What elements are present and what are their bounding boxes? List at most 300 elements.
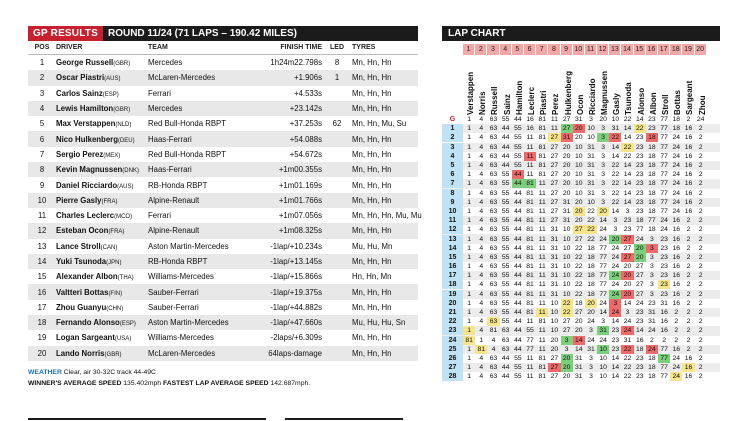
lap-cell: 23 bbox=[635, 373, 644, 381]
driver-nationality: (FIN) bbox=[108, 290, 123, 297]
lap-cell: 24 bbox=[609, 271, 621, 280]
lap-cell: 3 bbox=[613, 217, 618, 225]
lap-cell: 2 bbox=[686, 217, 691, 225]
avg-speed-label: WINNER'S AVERAGE SPEED bbox=[28, 379, 122, 387]
lap-cell: 77 bbox=[599, 263, 607, 271]
lap-cell: 63 bbox=[501, 345, 510, 353]
lap-cell: 2 bbox=[698, 198, 703, 206]
lap-cell: 10 bbox=[587, 198, 595, 206]
grid-cell: 55 bbox=[501, 116, 510, 124]
lap-cell: 31 bbox=[587, 162, 595, 170]
result-row bbox=[28, 131, 418, 146]
lap-cell: 27 bbox=[562, 327, 571, 335]
result-time: +1.906s bbox=[294, 73, 322, 83]
lap-cell: 2 bbox=[698, 299, 703, 307]
lap-cell: 3 bbox=[597, 133, 609, 142]
result-pos: 9 bbox=[39, 180, 45, 190]
lap-cell: 2 bbox=[650, 336, 654, 344]
result-time: -1lap/+13.145s bbox=[270, 257, 322, 266]
result-team: Haas-Ferrari bbox=[148, 134, 192, 144]
lap-cell: 2 bbox=[698, 125, 703, 133]
lap-cell: 23 bbox=[660, 263, 668, 271]
grid-cell: 1 bbox=[467, 116, 471, 124]
lap-cell: 44 bbox=[512, 170, 524, 179]
lap-cell: 81 bbox=[526, 189, 534, 197]
lap-cell: 11 bbox=[538, 327, 546, 335]
lap-cell: 22 bbox=[609, 133, 621, 142]
lap-cell: 1 bbox=[467, 198, 471, 206]
lap-cell: 63 bbox=[489, 125, 498, 133]
lap-cell: 18 bbox=[575, 299, 583, 307]
lap-cell: 2 bbox=[686, 299, 691, 307]
lap-cell: 20 bbox=[562, 152, 571, 160]
result-time: +4.533s bbox=[294, 88, 322, 98]
lap-cell: 22 bbox=[587, 207, 595, 215]
lap-cell: 23 bbox=[635, 171, 644, 179]
lap-cell: 24 bbox=[646, 345, 658, 354]
lap-cell: 11 bbox=[526, 143, 534, 151]
result-tyres: Mn, Hn, Hn bbox=[352, 149, 392, 159]
lap-cell: 11 bbox=[536, 308, 548, 317]
driver-column bbox=[512, 57, 524, 115]
lap-cell: 18 bbox=[587, 253, 595, 261]
lap-cell: 11 bbox=[526, 171, 534, 179]
lap-cell: 2 bbox=[674, 318, 679, 326]
lap-cell: 22 bbox=[561, 299, 573, 308]
lap-cell: 16 bbox=[672, 226, 681, 234]
lap-cell: 18 bbox=[587, 281, 595, 289]
position-header: 12 bbox=[597, 44, 609, 55]
lap-cell: 63 bbox=[489, 134, 498, 142]
result-tyres: Mu, Hu, Mn bbox=[352, 241, 393, 251]
lap-row bbox=[442, 317, 720, 326]
lap-cell: 22 bbox=[611, 180, 620, 188]
lap-cell: 16 bbox=[672, 345, 681, 353]
lap-cell: 55 bbox=[501, 235, 510, 243]
result-pos: 10 bbox=[37, 195, 47, 205]
driver-name: Lance Stroll bbox=[56, 241, 101, 251]
driver-name: Fernando Alonso bbox=[56, 318, 120, 328]
lap-cell: 31 bbox=[550, 226, 559, 234]
result-team: Ferrari bbox=[148, 211, 171, 221]
result-time: 64laps-damage bbox=[268, 348, 322, 358]
lap-cell: 24 bbox=[611, 263, 620, 271]
lap-cell: 22 bbox=[621, 143, 633, 152]
driver-nationality: (DEU) bbox=[117, 137, 135, 144]
lap-cell: 11 bbox=[538, 198, 546, 206]
lap-cell: 20 bbox=[573, 207, 585, 216]
lap-cell: 24 bbox=[599, 226, 607, 234]
result-tyres: Mn, Hn, Hn bbox=[352, 226, 392, 236]
grid-cell: 14 bbox=[635, 116, 644, 124]
lap-cell: 16 bbox=[684, 134, 693, 142]
lap-cell: 1 bbox=[467, 263, 471, 271]
lap-cell: 2 bbox=[698, 318, 703, 326]
lap-cell: 81 bbox=[526, 263, 534, 271]
lap-cell: 44 bbox=[514, 253, 522, 261]
lap-cell: 81 bbox=[538, 318, 546, 326]
lap-cell: 23 bbox=[658, 280, 670, 289]
lap-cell: 31 bbox=[550, 235, 559, 243]
result-tyres: Mn, Hn, Hn bbox=[352, 348, 392, 358]
lap-cell: 31 bbox=[550, 244, 559, 252]
result-time: 1h24m22.798s bbox=[270, 58, 322, 68]
lap-number: 16 bbox=[442, 262, 463, 271]
result-tyres: Mn, Hn, Hn bbox=[352, 165, 392, 175]
weather-line bbox=[28, 367, 418, 378]
lap-cell: 1 bbox=[479, 336, 484, 344]
lap-cell: 81 bbox=[526, 198, 534, 206]
driver-column bbox=[524, 57, 536, 115]
lap-cell: 10 bbox=[575, 143, 583, 151]
driver-nationality: (ESP) bbox=[102, 91, 119, 98]
lap-cell: 16 bbox=[684, 152, 693, 160]
lap-cell: 63 bbox=[489, 143, 498, 151]
lap-cell: 14 bbox=[623, 299, 632, 307]
lap-cell: 1 bbox=[467, 207, 471, 215]
lap-number: 23 bbox=[442, 326, 463, 335]
lap-row bbox=[442, 234, 720, 243]
lap-cell: 81 bbox=[538, 162, 546, 170]
lap-cell: 10 bbox=[562, 235, 571, 243]
result-led: 62 bbox=[332, 119, 342, 129]
lap-cell: 2 bbox=[686, 244, 691, 252]
lap-cell: 23 bbox=[635, 354, 644, 362]
lap-cell: 4 bbox=[479, 180, 484, 188]
result-driver bbox=[56, 58, 148, 67]
driver-nationality: (GBR) bbox=[104, 351, 122, 358]
lap-cell: 4 bbox=[479, 198, 484, 206]
lap-cell: 55 bbox=[514, 125, 522, 133]
lap-cell: 16 bbox=[635, 336, 644, 344]
lap-cell: 10 bbox=[550, 299, 559, 307]
lap-cell: 44 bbox=[514, 309, 522, 317]
lap-cell: 44 bbox=[514, 207, 522, 215]
lap-cell: 10 bbox=[575, 162, 583, 170]
lap-cell: 31 bbox=[587, 152, 595, 160]
lap-cell: 24 bbox=[599, 299, 607, 307]
lap-number: 19 bbox=[442, 290, 463, 299]
lap-cell: 27 bbox=[575, 235, 583, 243]
lap-cell: 55 bbox=[501, 290, 510, 298]
lap-cell: 16 bbox=[672, 253, 681, 261]
lap-cell: 14 bbox=[611, 152, 620, 160]
lap-cell: 63 bbox=[489, 152, 498, 160]
lap-cell: 31 bbox=[648, 309, 656, 317]
lap-cell: 31 bbox=[562, 207, 571, 215]
lap-cell: 20 bbox=[561, 363, 573, 372]
lap-cell: 16 bbox=[660, 318, 668, 326]
lap-cell: 22 bbox=[623, 364, 632, 372]
lap-cell: 31 bbox=[611, 125, 620, 133]
col-tyres: TYRES bbox=[352, 44, 376, 51]
driver-column-name: Stroll bbox=[661, 94, 670, 115]
lap-cell: 1 bbox=[467, 162, 471, 170]
lap-cell: 77 bbox=[660, 171, 668, 179]
driver-column-name: Leclerc bbox=[526, 86, 536, 115]
lap-cell: 31 bbox=[550, 272, 559, 280]
lap-cell: 27 bbox=[635, 290, 644, 298]
result-time: +1m07.056s bbox=[278, 211, 322, 221]
lap-cell: 1 bbox=[467, 143, 471, 151]
lap-cell: 11 bbox=[538, 235, 546, 243]
lap-cell: 4 bbox=[479, 152, 484, 160]
lap-cell: 2 bbox=[698, 235, 703, 243]
fastest-label: FASTEST LAP AVERAGE SPEED bbox=[162, 379, 269, 387]
position-header: 10 bbox=[573, 44, 585, 55]
position-header-row bbox=[463, 44, 720, 56]
lap-cell: 63 bbox=[489, 281, 498, 289]
lap-cell: 23 bbox=[623, 226, 632, 234]
lap-row bbox=[442, 253, 720, 262]
lap-cell: 2 bbox=[698, 189, 703, 197]
result-team: Haas-Ferrari bbox=[148, 165, 192, 175]
lap-cell: 3 bbox=[609, 299, 621, 308]
lap-cell: 16 bbox=[526, 125, 534, 133]
lap-cell: 55 bbox=[514, 373, 522, 381]
result-pos: 20 bbox=[37, 348, 47, 358]
lap-cell: 22 bbox=[623, 373, 632, 381]
lap-cell: 23 bbox=[660, 235, 668, 243]
lap-cell: 23 bbox=[635, 134, 644, 142]
lap-cell: 10 bbox=[550, 309, 559, 317]
result-team: McLaren-Mercedes bbox=[148, 73, 216, 83]
lap-cell: 4 bbox=[479, 263, 484, 271]
lap-cell: 27 bbox=[550, 180, 559, 188]
driver-column bbox=[682, 57, 694, 115]
lap-cell: 22 bbox=[575, 263, 583, 271]
driver-names-row bbox=[463, 57, 720, 115]
lap-cell: 3 bbox=[601, 198, 606, 206]
lap-cell: 55 bbox=[501, 318, 510, 326]
lap-cell: 63 bbox=[489, 217, 498, 225]
lap-cell: 81 bbox=[524, 179, 536, 188]
lap-cell: 44 bbox=[501, 125, 510, 133]
lap-row bbox=[442, 198, 720, 207]
lap-cell: 23 bbox=[635, 180, 644, 188]
lap-cell: 44 bbox=[514, 281, 522, 289]
lap-cell: 16 bbox=[684, 354, 693, 362]
result-row bbox=[28, 346, 418, 361]
lap-cell: 63 bbox=[489, 235, 498, 243]
lap-cell: 2 bbox=[686, 272, 691, 280]
lap-cell: 11 bbox=[538, 290, 546, 298]
lap-cell: 63 bbox=[489, 207, 498, 215]
lap-cell: 24 bbox=[672, 162, 681, 170]
result-team: Alpine-Renault bbox=[148, 226, 200, 236]
position-header: 9 bbox=[561, 44, 573, 55]
lap-cell: 3 bbox=[646, 244, 658, 253]
lap-cell: 3 bbox=[601, 125, 606, 133]
bottom-rule-mid bbox=[285, 418, 403, 420]
lap-cell: 2 bbox=[698, 171, 703, 179]
col-finish: FINISH TIME bbox=[280, 44, 322, 51]
lap-cell: 44 bbox=[514, 318, 522, 326]
lap-cell: 24 bbox=[623, 318, 632, 326]
lap-cell: 2 bbox=[698, 217, 703, 225]
lap-cell: 18 bbox=[648, 162, 656, 170]
driver-column bbox=[487, 57, 499, 115]
lap-cell: 63 bbox=[489, 189, 498, 197]
lap-cell: 81 bbox=[538, 364, 546, 372]
driver-column-name: Sainz bbox=[502, 94, 512, 115]
lap-cell: 2 bbox=[686, 281, 691, 289]
lap-cell: 23 bbox=[660, 290, 668, 298]
lap-cell: 1 bbox=[467, 272, 471, 280]
lap-cell: 31 bbox=[597, 326, 609, 335]
result-tyres: Mn, Hn, Hn bbox=[352, 302, 392, 312]
lap-cell: 44 bbox=[514, 189, 522, 197]
driver-name: Max Verstappen bbox=[56, 119, 116, 129]
lap-cell: 23 bbox=[611, 327, 620, 335]
lap-cell: 55 bbox=[514, 152, 522, 160]
lap-row bbox=[442, 225, 720, 234]
lap-cell: 18 bbox=[587, 290, 595, 298]
lap-cell: 3 bbox=[589, 327, 593, 335]
lap-number: 5 bbox=[442, 161, 463, 170]
lap-cell: 27 bbox=[550, 143, 559, 151]
lap-cell: 14 bbox=[611, 207, 620, 215]
lap-cell: 20 bbox=[562, 143, 571, 151]
col-led: LED bbox=[330, 44, 344, 51]
result-time: +1m01.169s bbox=[278, 180, 322, 190]
driver-column-name: Zhou bbox=[697, 95, 707, 115]
lap-cell: 2 bbox=[698, 263, 703, 271]
lap-cell: 77 bbox=[660, 345, 668, 353]
lap-row bbox=[442, 133, 720, 142]
lap-cell: 77 bbox=[526, 336, 534, 344]
lap-cell: 20 bbox=[634, 253, 646, 262]
lap-cell: 18 bbox=[648, 207, 656, 215]
lap-cell: 3 bbox=[650, 235, 654, 243]
driver-name: Yuki Tsunoda bbox=[56, 257, 107, 266]
lap-cell: 27 bbox=[575, 309, 583, 317]
lap-cell: 81 bbox=[538, 143, 546, 151]
lap-cell: 81 bbox=[526, 272, 534, 280]
position-header: 1 bbox=[463, 44, 475, 55]
lap-cell: 11 bbox=[538, 263, 546, 271]
result-tyres: Mn, Hn, Hn bbox=[352, 88, 392, 98]
lap-cell: 77 bbox=[660, 198, 668, 206]
lap-cell: 22 bbox=[587, 217, 595, 225]
lap-cell: 10 bbox=[562, 244, 571, 252]
driver-name: Esteban Ocon bbox=[56, 226, 109, 236]
result-driver bbox=[56, 150, 148, 159]
lap-cell: 20 bbox=[573, 124, 585, 133]
lap-cell: 2 bbox=[686, 327, 691, 335]
lap-cell: 81 bbox=[538, 354, 546, 362]
lap-cell: 10 bbox=[575, 189, 583, 197]
result-tyres: Mn, Hn, Hn bbox=[352, 180, 392, 190]
lap-cell: 16 bbox=[672, 290, 681, 298]
grid-row bbox=[442, 115, 720, 124]
lap-cell: 20 bbox=[587, 309, 595, 317]
driver-nationality: (AUS) bbox=[117, 183, 134, 190]
lap-number: 25 bbox=[442, 345, 463, 354]
driver-nationality: (MCO) bbox=[114, 214, 133, 221]
lap-cell: 3 bbox=[601, 171, 606, 179]
result-team: Mercedes bbox=[148, 104, 183, 114]
lap-cell: 77 bbox=[660, 134, 668, 142]
lap-cell: 18 bbox=[648, 143, 656, 151]
lap-cell: 24 bbox=[611, 281, 620, 289]
lap-cell: 23 bbox=[623, 217, 632, 225]
lap-cell: 44 bbox=[514, 290, 522, 298]
lap-cell: 16 bbox=[684, 171, 693, 179]
lap-row bbox=[442, 152, 720, 161]
lap-number: 28 bbox=[442, 372, 463, 381]
result-pos: 1 bbox=[39, 58, 45, 68]
lap-cell: 63 bbox=[489, 309, 498, 317]
lap-cell: 55 bbox=[514, 162, 522, 170]
lap-cell: 77 bbox=[658, 354, 670, 363]
lap-cell: 3 bbox=[561, 336, 573, 345]
lap-cell: 10 bbox=[550, 318, 559, 326]
result-team: Ferrari bbox=[148, 88, 171, 98]
lap-cell: 23 bbox=[648, 125, 656, 133]
lap-cell: 20 bbox=[621, 271, 633, 280]
lap-cell: 44 bbox=[514, 235, 522, 243]
lap-cell: 24 bbox=[621, 326, 633, 335]
speed-line bbox=[28, 378, 418, 389]
result-driver bbox=[56, 181, 148, 190]
result-pos: 17 bbox=[37, 302, 47, 312]
lap-cell: 16 bbox=[672, 281, 681, 289]
lap-cell: 22 bbox=[587, 235, 595, 243]
grid-cell: 81 bbox=[538, 116, 546, 124]
lap-cell: 24 bbox=[635, 235, 644, 243]
lap-cell: 1 bbox=[467, 244, 471, 252]
driver-column-name: Tsunoda bbox=[624, 82, 634, 115]
lap-cell: 44 bbox=[514, 327, 522, 335]
result-row bbox=[28, 284, 418, 299]
lap-cell: 27 bbox=[621, 235, 633, 244]
lap-cell: 44 bbox=[514, 336, 522, 344]
lap-cell: 31 bbox=[562, 198, 571, 206]
lap-cell: 63 bbox=[489, 162, 498, 170]
lap-row bbox=[442, 354, 720, 363]
result-tyres: Mn, Hn, Hn bbox=[352, 333, 392, 343]
lap-cell: 81 bbox=[538, 134, 546, 142]
result-tyres: Mn, Hn, Hn bbox=[352, 104, 392, 114]
lap-cell: 63 bbox=[489, 263, 498, 271]
lap-cell: 31 bbox=[575, 364, 583, 372]
lap-cell: 11 bbox=[526, 373, 534, 381]
lap-cell: 77 bbox=[599, 253, 607, 261]
lapchart-panel bbox=[442, 26, 720, 381]
lap-cell: 2 bbox=[698, 272, 703, 280]
results-column-headers bbox=[28, 41, 418, 55]
lap-cell: 63 bbox=[489, 272, 498, 280]
lap-cell: 63 bbox=[489, 198, 498, 206]
lap-cell: 16 bbox=[684, 189, 693, 197]
avg-speed-value: 135.402mph bbox=[123, 379, 162, 387]
result-row bbox=[28, 330, 418, 345]
result-time: -1lap/+19.375s bbox=[270, 287, 322, 297]
lap-cell: 24 bbox=[672, 189, 681, 197]
lap-cell: 81 bbox=[526, 309, 534, 317]
lap-cell: 3 bbox=[564, 345, 569, 353]
result-team: Sauber-Ferrari bbox=[148, 302, 199, 312]
lap-cell: 22 bbox=[611, 198, 620, 206]
driver-column bbox=[500, 57, 512, 115]
grid-cell: 10 bbox=[611, 116, 620, 124]
lap-cell: 11 bbox=[526, 134, 534, 142]
lap-cell: 10 bbox=[562, 226, 571, 234]
results-panel bbox=[28, 26, 422, 389]
lap-number: 18 bbox=[442, 280, 463, 289]
lap-cell: 16 bbox=[672, 263, 681, 271]
